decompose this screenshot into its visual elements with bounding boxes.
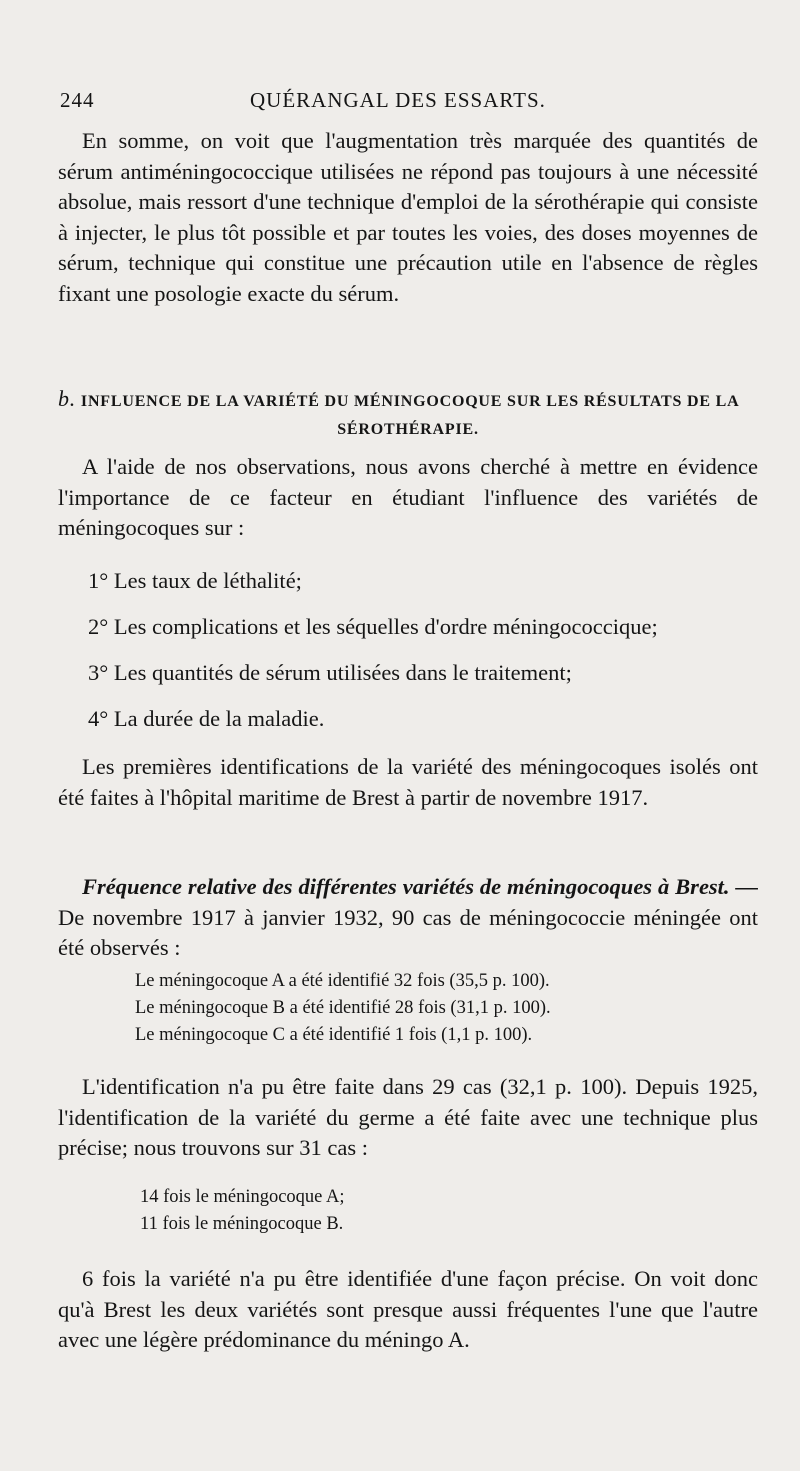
list-item: 1° Les taux de léthalité; bbox=[88, 568, 302, 593]
section-heading-line2: SÉROTHÉRAPIE. bbox=[337, 421, 479, 438]
running-title: QUÉRANGAL DES ESSARTS. bbox=[250, 88, 546, 112]
count-line: 11 fois le méningocoque B. bbox=[140, 1214, 344, 1234]
page-number: 244 bbox=[60, 88, 95, 112]
factor-list bbox=[88, 568, 768, 752]
list-item: 4° La durée de la maladie. bbox=[88, 706, 325, 731]
page-header bbox=[60, 88, 580, 113]
section-letter: b. bbox=[58, 386, 77, 411]
frequency-title: Fréquence relative des différentes variétés de méningocoques à Brest. — bbox=[82, 874, 758, 899]
paragraph-first-identifications: Les premières identifications de la variété des méningocoques isolés ont été faites à l'hôpital maritime de Brest à partir de novembre 1917. bbox=[58, 754, 758, 810]
paragraph-frequency bbox=[58, 872, 758, 964]
paragraph-identification-method: L'identification n'a pu être faite dans 29 cas (32,1 p. 100). Depuis 1925, l'identification de la variété du germe a été faite avec une technique plus précise; nous trouvons sur 31 cas : bbox=[58, 1074, 758, 1160]
frequency-text: De novembre 1917 à janvier 1932, 90 cas de méningococcie méningée ont été observés : bbox=[58, 904, 758, 960]
identification-line: Le méningocoque B a été identifié 28 fois (31,1 p. 100). bbox=[135, 998, 551, 1018]
count-results bbox=[140, 1184, 760, 1238]
list-item: 2° Les complications et les séquelles d'ordre méningococcique; bbox=[88, 614, 658, 639]
identification-results bbox=[135, 968, 755, 1049]
list-item: 3° Les quantités de sérum utilisées dans le traitement; bbox=[88, 660, 572, 685]
section-heading bbox=[58, 385, 758, 444]
paragraph-conclusion: En somme, on voit que l'augmentation très marquée des quantités de sérum antiméningococcique utilisées ne répond pas toujours à une nécessité absolue, mais ressort d'une technique d'emploi de la sérothérapie qui consiste à injecter, le plus tôt possible et par toutes les voies, des doses moyennes de sérum, technique qui constitue une précaution utile en l'absence de règles fixant une posologie exacte du sérum. bbox=[58, 128, 758, 306]
section-heading-line1: INFLUENCE DE LA VARIÉTÉ DU MÉNINGOCOQUE SUR LES RÉSULTATS DE LA bbox=[80, 393, 740, 410]
identification-line: Le méningocoque C a été identifié 1 fois (1,1 p. 100). bbox=[135, 1025, 533, 1045]
paragraph-intro: A l'aide de nos observations, nous avons cherché à mettre en évidence l'importance de ce facteur en étudiant l'influence des variétés de méningocoques sur : bbox=[58, 454, 758, 540]
paragraph-conclusion-brest: 6 fois la variété n'a pu être identifiée d'une façon précise. On voit donc qu'à Brest les deux variétés sont presque aussi fréquentes l'une que l'autre avec une légère prédominance du méningo A. bbox=[58, 1266, 758, 1352]
identification-line: Le méningocoque A a été identifié 32 fois (35,5 p. 100). bbox=[135, 971, 550, 991]
count-line: 14 fois le méningocoque A; bbox=[140, 1187, 345, 1207]
